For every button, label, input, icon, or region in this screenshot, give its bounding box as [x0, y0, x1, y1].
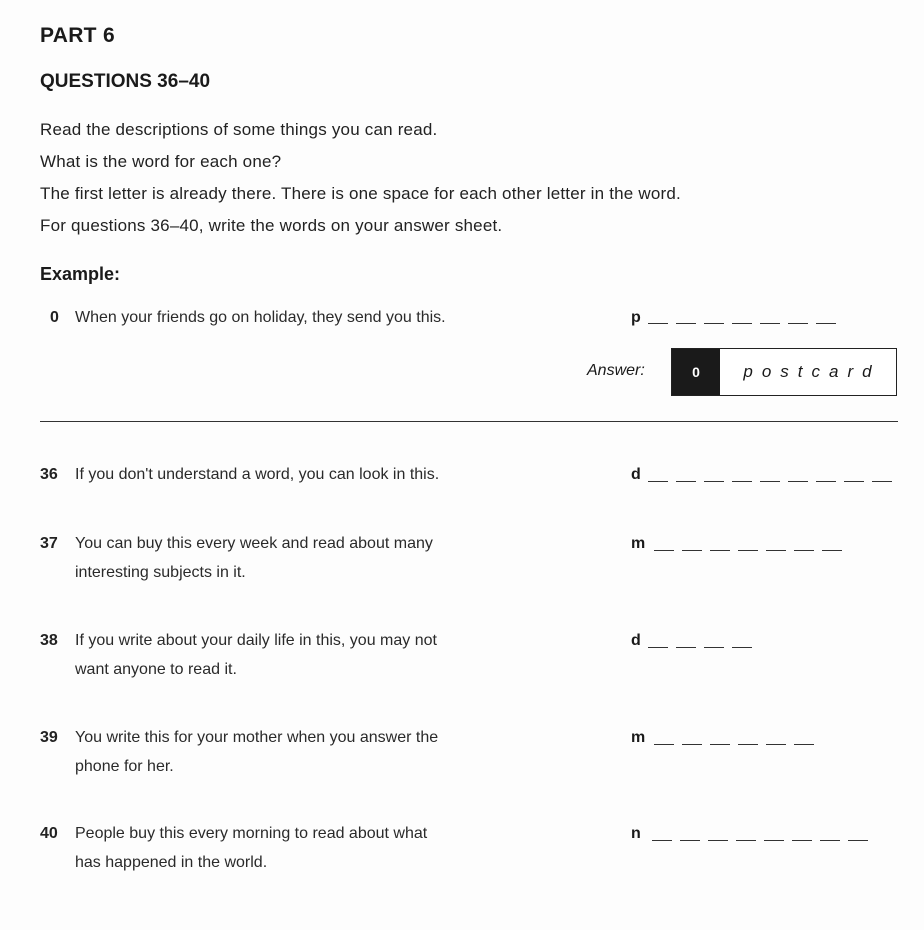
- letter-blank: [788, 323, 808, 324]
- divider-line: [40, 421, 898, 422]
- letter-blank: [710, 744, 730, 745]
- letter-blank: [794, 550, 814, 551]
- question-text: If you write about your daily life in this, you may not want anyone to read it.: [75, 632, 437, 678]
- example-answer-box: [671, 348, 897, 396]
- letter-blank: [710, 550, 730, 551]
- letter-blank: [760, 481, 780, 482]
- letter-blank: [704, 481, 724, 482]
- question-first-letter: m: [631, 729, 646, 746]
- question-number: 36: [40, 466, 58, 483]
- letter-blank: [652, 840, 672, 841]
- example-first-letter: p: [631, 309, 641, 326]
- letter-blank: [816, 481, 836, 482]
- letter-blank: [736, 840, 756, 841]
- letter-blank: [732, 647, 752, 648]
- instruction-line: For questions 36–40, write the words on your answer sheet.: [40, 216, 503, 235]
- question-number: 38: [40, 632, 58, 649]
- question-letter-blanks[interactable]: [652, 840, 868, 841]
- question-first-letter: d: [631, 466, 641, 483]
- question-text: You write this for your mother when you answer the phone for her.: [75, 729, 439, 775]
- letter-blank: [676, 481, 696, 482]
- question-first-letter: n: [631, 825, 641, 842]
- letter-blank: [792, 840, 812, 841]
- question-text: If you don't understand a word, you can look in this.: [75, 466, 440, 483]
- letter-blank: [676, 323, 696, 324]
- letter-blank: [738, 744, 758, 745]
- instruction-line: What is the word for each one?: [40, 152, 282, 171]
- letter-blank: [708, 840, 728, 841]
- question-letter-blanks[interactable]: [654, 550, 842, 551]
- letter-blank: [872, 481, 892, 482]
- letter-blank: [848, 840, 868, 841]
- question-number: 39: [40, 729, 58, 746]
- letter-blank: [816, 323, 836, 324]
- letter-blank: [844, 481, 864, 482]
- letter-blank: [766, 550, 786, 551]
- example-number: 0: [50, 309, 59, 326]
- letter-blank: [788, 481, 808, 482]
- letter-blank: [760, 323, 780, 324]
- answer-number-cell: 0: [672, 349, 720, 395]
- instruction-line: Read the descriptions of some things you can read.: [40, 120, 438, 139]
- question-letter-blanks[interactable]: [648, 481, 892, 482]
- letter-blank: [794, 744, 814, 745]
- letter-blank: [654, 550, 674, 551]
- example-letter-blanks: [648, 323, 836, 324]
- letter-blank: [654, 744, 674, 745]
- letter-blank: [732, 323, 752, 324]
- letter-blank: [648, 323, 668, 324]
- letter-blank: [764, 840, 784, 841]
- letter-blank: [682, 744, 702, 745]
- question-text: You can buy this every week and read about many interesting subjects in it.: [75, 535, 433, 581]
- letter-blank: [822, 550, 842, 551]
- letter-blank: [820, 840, 840, 841]
- letter-blank: [732, 481, 752, 482]
- letter-blank: [704, 647, 724, 648]
- question-first-letter: m: [631, 535, 646, 552]
- letter-blank: [680, 840, 700, 841]
- letter-blank: [766, 744, 786, 745]
- question-first-letter: d: [631, 632, 641, 649]
- questions-heading: QUESTIONS 36–40: [40, 71, 211, 92]
- question-number: 37: [40, 535, 58, 552]
- letter-blank: [738, 550, 758, 551]
- answer-label: Answer:: [587, 362, 645, 379]
- letter-blank: [704, 323, 724, 324]
- letter-blank: [648, 647, 668, 648]
- example-text: When your friends go on holiday, they send you this.: [75, 309, 446, 326]
- part-title: PART 6: [40, 24, 115, 47]
- letter-blank: [682, 550, 702, 551]
- question-number: 40: [40, 825, 58, 842]
- question-letter-blanks[interactable]: [648, 647, 752, 648]
- answer-word: postcard: [743, 362, 881, 381]
- question-text: People buy this every morning to read about what has happened in the world.: [75, 825, 428, 871]
- example-label: Example:: [40, 264, 121, 284]
- question-letter-blanks[interactable]: [654, 744, 814, 745]
- letter-blank: [648, 481, 668, 482]
- instruction-line: The first letter is already there. There is one space for each other letter in the word.: [40, 184, 681, 203]
- letter-blank: [676, 647, 696, 648]
